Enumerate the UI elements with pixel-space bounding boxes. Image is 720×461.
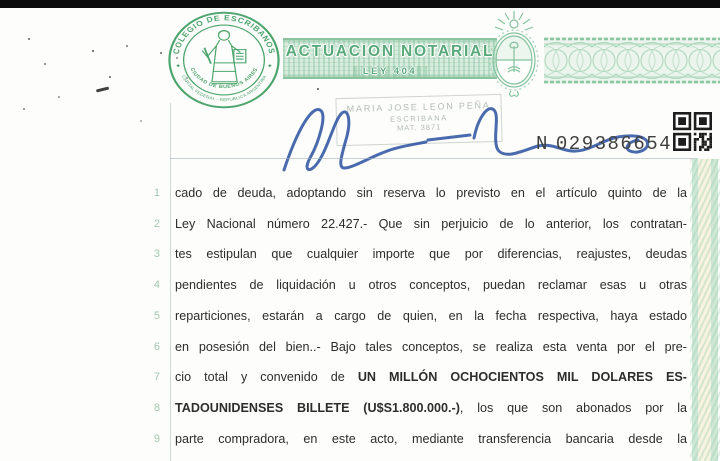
line-number: 8 [153,402,160,415]
stamp-title: ESCRIBANA [389,113,448,124]
qr-code [673,112,712,151]
text-line-row [138,178,687,209]
text-line-row [138,209,687,240]
text-line: parte compradora, en este acto, mediante transferencia bancaria desde la [175,431,687,446]
text-line: tes estipulan que cualquier importe que por diferencias, reajustes, deudas [175,247,687,262]
body-text [138,178,687,454]
line-number: 9 [153,432,160,445]
banner-law-number: LEY 404 [353,66,427,77]
text-line: cado de deuda, adoptando sin reserva lo previsto en el artículo quinto de la [175,186,687,200]
seal-top-arc-text: COLEGIO DE ESCRIBANOS [171,13,277,55]
page-right-border [690,159,720,461]
serial-digits: 029386654 [555,133,673,155]
stamp-matricula: MAT. 3871 [396,122,442,133]
text-line: en posesión del bien..- Bajo tales conceptos, se realiza esta venta por el pre- [175,339,687,354]
notary-college-seal [164,8,284,112]
seal-country-arc-text: CAPITAL FEDERAL - REPUBLICA ARGENTINA [180,74,268,103]
text-line-row [138,424,687,455]
national-coat-of-arms-icon [484,6,544,102]
text-line-row [138,270,687,301]
text-line-row [138,362,687,393]
seal-right-dot [268,64,271,66]
header-rule-horizontal [170,158,698,159]
text-line: TADOUNIDENSES BILLETE (U$S1.800.000.-), los que son abonados por la [175,401,687,416]
text-line-row [138,301,687,332]
text-line-row [138,239,687,270]
seal-left-dot [177,64,180,66]
seal-city-arc-text: CIUDAD DE BUENOS AIRES [188,67,260,91]
actuacion-notarial-banner [283,38,497,79]
text-line-row [138,332,687,363]
text-line: cio total y convenido de UN MILLÓN OCHOCIENTOS MIL DOLARES ES- [175,370,687,385]
scan-top-edge [0,0,720,8]
line-number: 4 [153,279,160,292]
line-number: 7 [153,371,160,384]
line-number: 1 [153,187,160,199]
serial-number [536,133,672,155]
seal-outer-ring [169,13,278,108]
scan-dash-mark [96,86,109,92]
serial-prefix: N [536,133,549,155]
stamp-name: MARIA JOSE LEON PEÑA [346,100,491,114]
line-number: 6 [153,340,160,353]
line-number: 5 [153,309,160,322]
scan-specks [0,0,2,2]
text-line: Ley Nacional número 22.427.- Que sin perjuicio de lo anterior, los contratan- [175,216,687,231]
allegory-figure-icon [202,31,246,84]
line-number: 2 [153,217,160,230]
line-number: 3 [153,248,160,261]
text-line: pendientes de liquidación u otros conceptos, puedan reclamar esas u otras [175,278,687,293]
banner-title: ACTUACION NOTARIAL [285,43,495,60]
text-line: reparticiones, estarán a cargo de quien, en la fecha respectiva, haya estado [175,308,687,323]
text-line-row [138,393,687,424]
guilloche-band [544,37,720,84]
